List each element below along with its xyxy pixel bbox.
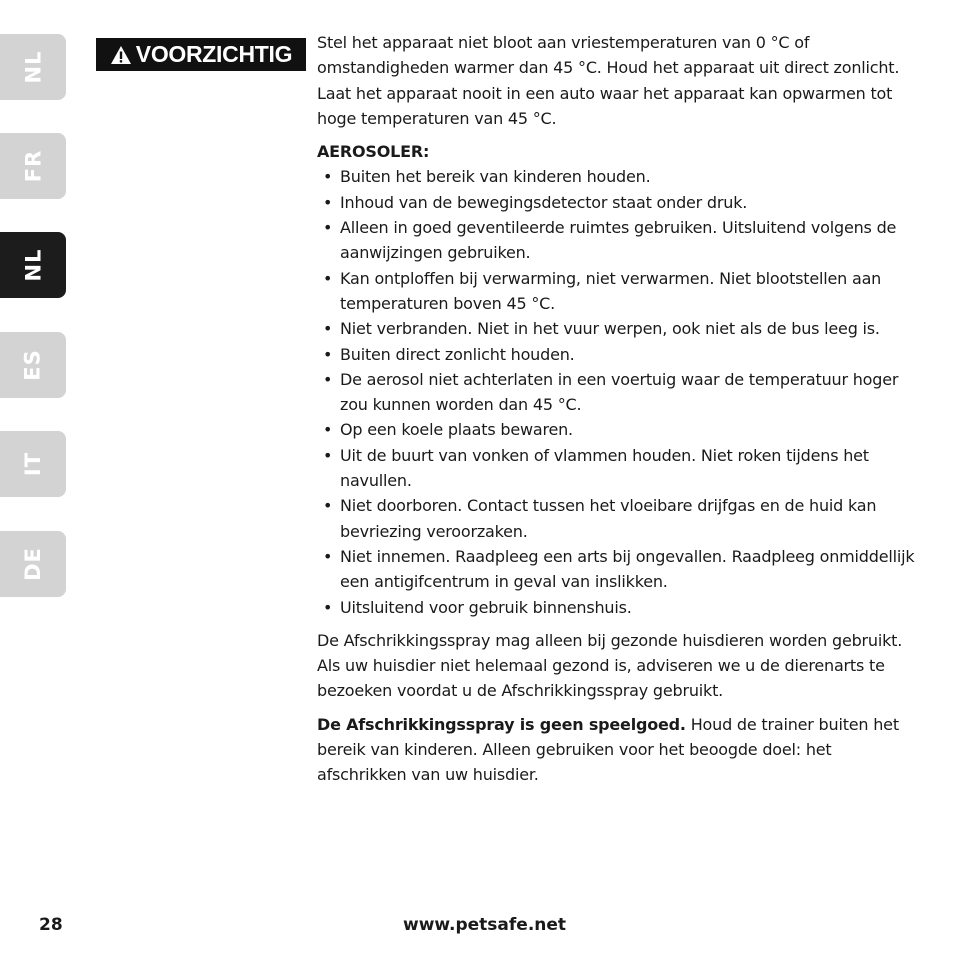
warning-triangle-icon xyxy=(110,45,132,65)
caution-label: VOORZICHTIG xyxy=(135,41,293,67)
list-item: • Inhoud van de bewegingsdetector staat onder druk. xyxy=(317,190,917,215)
toy-paragraph xyxy=(317,712,917,788)
list-item: • Op een koele plaats bewaren. xyxy=(317,417,917,442)
tab-de[interactable] xyxy=(0,531,66,597)
health-paragraph: De Afschrikkingsspray mag alleen bij gezonde huisdieren worden gebruikt. Als uw huisdier niet helemaal gezond is, adviseren we u de dierenarts te bezoeken voordat u de Afschrikkingsspray gebruikt. xyxy=(317,630,903,701)
page-number: 28 xyxy=(39,915,63,935)
list-item: • Niet verbranden. Niet in het vuur werpen, ook niet als de bus leeg is. xyxy=(317,316,917,341)
list-item: • Buiten direct zonlicht houden. xyxy=(317,342,917,367)
list-item: • Buiten het bereik van kinderen houden. xyxy=(317,164,917,189)
list-item: • De aerosol niet achterlaten in een voertuig waar de temperatuur hoger zou kunnen worden dan 45 °C. xyxy=(317,367,917,418)
list-item: • Kan ontploffen bij verwarming, niet verwarmen. Niet blootstellen aan temperaturen boven 45 °C. xyxy=(317,266,917,317)
tab-label: NL xyxy=(21,50,45,84)
list-item: • Niet doorboren. Contact tussen het vloeibare drijfgas en de huid kan bevriezing veroorzaken. xyxy=(317,493,917,544)
tab-label: ES xyxy=(20,349,45,381)
tab-nl-active[interactable] xyxy=(0,232,66,298)
tab-es[interactable] xyxy=(0,332,66,398)
list-item: • Alleen in goed geventileerde ruimtes gebruiken. Uitsluitend volgens de aanwijzingen gebruiken. xyxy=(317,215,917,266)
toy-bold-text: De Afschrikkingsspray is geen speelgoed. xyxy=(317,714,686,734)
list-item: • Uitsluitend voor gebruik binnenshuis. xyxy=(317,595,917,620)
aerosol-heading: AEROSOLER: xyxy=(317,142,430,162)
main-content xyxy=(317,30,917,788)
footer-url[interactable]: www.petsafe.net xyxy=(403,915,567,935)
tab-nl-1[interactable] xyxy=(0,34,66,100)
list-item: • Niet innemen. Raadpleeg een arts bij ongevallen. Raadpleeg onmiddellijk een antigifcentrum in geval van inslikken. xyxy=(317,544,917,595)
toy-text: Houd de trainer buiten het bereik van kinderen. Alleen gebruiken voor het beoogde doel: het afschrikken van uw huisdier. xyxy=(317,714,899,785)
tab-it[interactable] xyxy=(0,431,66,497)
intro-paragraph: Stel het apparaat niet bloot aan vriestemperaturen van 0 °C of omstandigheden warmer dan 45 °C. Houd het apparaat uit direct zonlicht. Laat het apparaat nooit in een auto waar het apparaat kan opwarmen tot hoge temperaturen van 45 °C. xyxy=(317,33,900,128)
aerosol-list xyxy=(317,164,917,619)
tab-label: FR xyxy=(20,149,45,183)
tab-label: NL xyxy=(21,248,45,282)
list-item: • Uit de buurt van vonken of vlammen houden. Niet roken tijdens het navullen. xyxy=(317,443,917,494)
caution-banner xyxy=(96,38,306,71)
tab-fr[interactable] xyxy=(0,133,66,199)
tab-label: DE xyxy=(21,547,45,581)
tab-label: IT xyxy=(20,451,45,477)
